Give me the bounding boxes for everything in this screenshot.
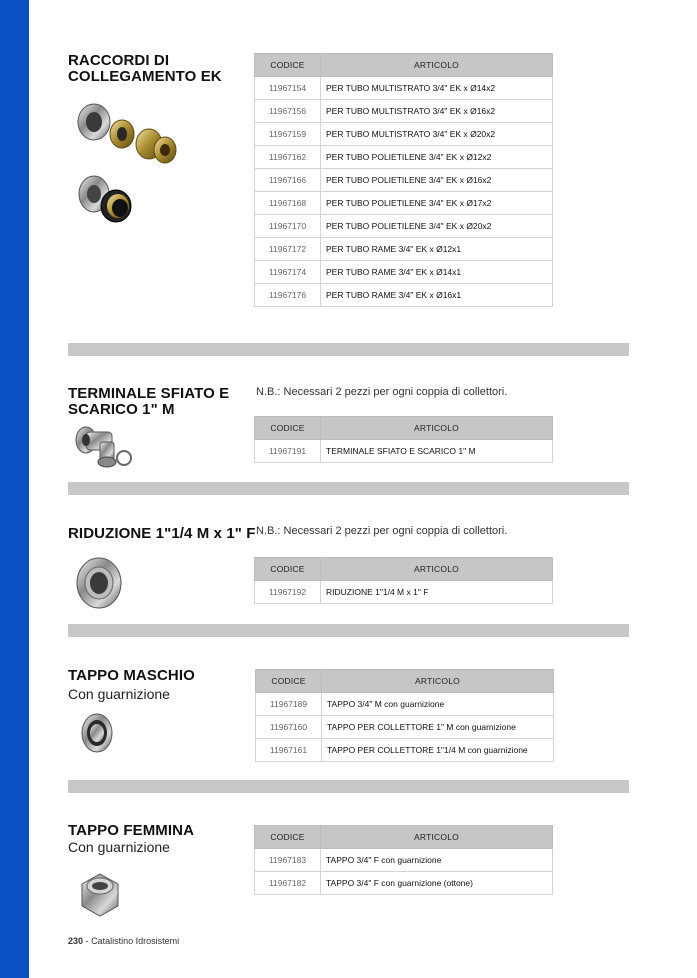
product-article: PER TUBO POLIETILENE 3/4" EK x Ø12x2 [321,146,553,169]
product-article: PER TUBO POLIETILENE 3/4" EK x Ø16x2 [321,169,553,192]
table-row [255,849,553,872]
product-table-tappo-femmina [254,825,553,895]
section-subtitle-tappo-maschio: Con guarnizione [68,686,170,702]
table-header-row [256,670,554,693]
product-code: 11967161 [256,739,322,762]
section-divider [68,343,629,356]
product-article: PER TUBO MULTISTRATO 3/4" EK x Ø16x2 [321,100,553,123]
product-code: 11967183 [255,849,321,872]
product-code: 11967159 [255,123,321,146]
reducer-fitting-photo [74,556,124,610]
ek-fittings-photo [72,96,184,226]
section-title-tappo-femmina [68,823,194,839]
product-code: 11967168 [255,192,321,215]
product-article: PER TUBO POLIETILENE 3/4" EK x Ø17x2 [321,192,553,215]
table-header-row [255,54,553,77]
title-line: TERMINALE SFIATO E [68,385,230,402]
note-terminale: N.B.: Necessari 2 pezzi per ogni coppia di collettori. [256,386,508,398]
table-header-row [255,558,553,581]
table-row [255,146,553,169]
product-article: PER TUBO POLIETILENE 3/4" EK x Ø20x2 [321,215,553,238]
product-article: TERMINALE SFIATO E SCARICO 1" M [321,440,553,463]
title-line: RACCORDI DI [68,52,170,69]
product-code: 11967162 [255,146,321,169]
product-article: PER TUBO MULTISTRATO 3/4" EK x Ø20x2 [321,123,553,146]
header-codice: CODICE [256,670,322,693]
product-article: TAPPO PER COLLETTORE 1" M con guarnizione [322,716,554,739]
header-codice: CODICE [255,558,321,581]
product-code: 11967192 [255,581,321,604]
header-codice: CODICE [255,54,321,77]
product-code: 11967156 [255,100,321,123]
product-code: 11967182 [255,872,321,895]
product-article: TAPPO 3/4" F con guarnizione (ottone) [321,872,553,895]
product-code: 11967160 [256,716,322,739]
table-row [255,100,553,123]
table-row [256,693,554,716]
product-code: 11967166 [255,169,321,192]
table-row [255,77,553,100]
product-article: TAPPO PER COLLETTORE 1"1/4 M con guarnizione [322,739,554,762]
section-divider [68,482,629,495]
product-code: 11967176 [255,284,321,307]
side-color-bar [0,0,29,978]
page-number: 230 [68,936,84,946]
product-table-riduzione [254,557,553,604]
section-divider [68,624,629,637]
product-code: 11967174 [255,261,321,284]
section-title-riduzione [68,526,256,542]
table-row [255,284,553,307]
header-articolo: ARTICOLO [321,558,553,581]
table-header-row [255,826,553,849]
product-article: PER TUBO RAME 3/4" EK x Ø16x1 [321,284,553,307]
section-title-terminale [68,386,229,418]
table-header-row [255,417,553,440]
title-line: RIDUZIONE 1"1/4 M x 1" F [68,525,256,542]
product-article: PER TUBO MULTISTRATO 3/4" EK x Ø14x2 [321,77,553,100]
table-row [255,872,553,895]
table-row [255,169,553,192]
table-row [255,261,553,284]
table-row [255,192,553,215]
table-row [256,739,554,762]
product-article: RIDUZIONE 1"1/4 M x 1" F [321,581,553,604]
page-footer [68,936,179,946]
product-article: TAPPO 3/4" F con guarnizione [321,849,553,872]
female-cap-photo [78,872,122,918]
product-code: 11967170 [255,215,321,238]
section-title-raccordi [68,53,222,85]
title-line: SCARICO 1" M [68,401,175,418]
product-code: 11967154 [255,77,321,100]
footer-separator: - [85,936,89,946]
catalog-name: Catalistino Idrosistemi [91,936,180,946]
header-codice: CODICE [255,826,321,849]
header-codice: CODICE [255,417,321,440]
header-articolo: ARTICOLO [321,54,553,77]
table-row [255,123,553,146]
male-cap-photo [80,712,114,754]
header-articolo: ARTICOLO [321,417,553,440]
note-riduzione: N.B.: Necessari 2 pezzi per ogni coppia di collettori. [256,525,508,537]
product-article: TAPPO 3/4" M con guarnizione [322,693,554,716]
section-subtitle-tappo-femmina: Con guarnizione [68,839,170,855]
header-articolo: ARTICOLO [321,826,553,849]
title-line: TAPPO MASCHIO [68,667,195,684]
table-row [256,716,554,739]
product-code: 11967172 [255,238,321,261]
air-vent-terminal-photo [72,420,136,472]
product-code: 11967189 [256,693,322,716]
product-table-tappo-maschio [255,669,554,762]
product-code: 11967191 [255,440,321,463]
table-row [255,440,553,463]
title-line: TAPPO FEMMINA [68,822,195,839]
section-title-tappo-maschio [68,668,195,684]
product-table-terminale [254,416,553,463]
product-article: PER TUBO RAME 3/4" EK x Ø12x1 [321,238,553,261]
title-line: COLLEGAMENTO EK [68,68,222,85]
section-divider [68,780,629,793]
product-article: PER TUBO RAME 3/4" EK x Ø14x1 [321,261,553,284]
table-row [255,215,553,238]
product-table-raccordi [254,53,553,307]
table-row [255,238,553,261]
header-articolo: ARTICOLO [322,670,554,693]
table-row [255,581,553,604]
